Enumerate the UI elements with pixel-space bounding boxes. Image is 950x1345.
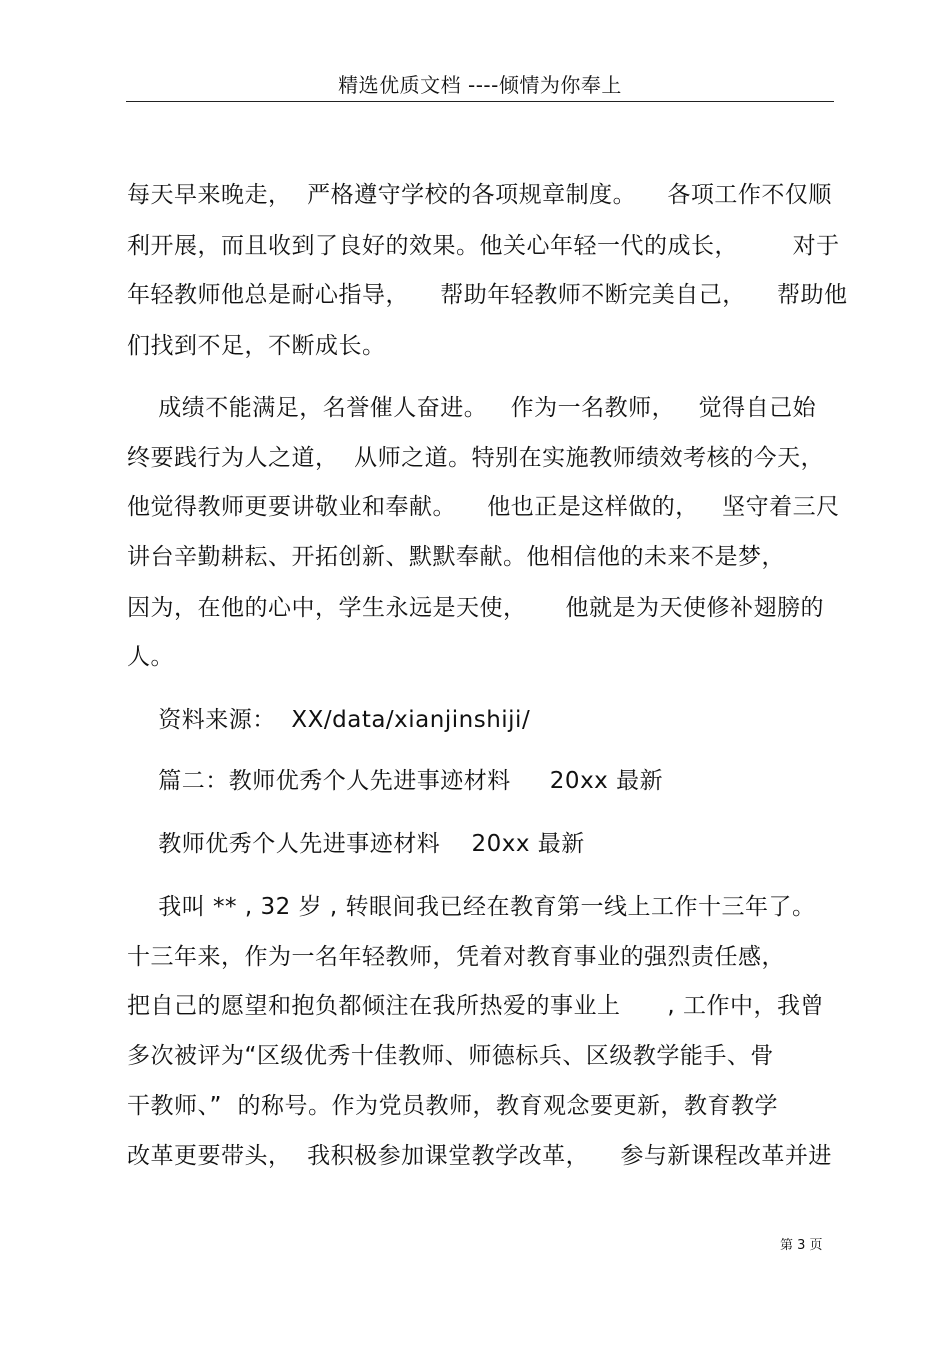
body-line: 讲台辛勤耕耘、开拓创新、默默奉献。他相信他的未来不是梦， (127, 544, 785, 570)
body-line: 多次被评为“区级优秀十佳教师、师德标兵、区级教学能手、骨 (127, 1043, 774, 1069)
page-number: 第 3 页 (780, 1238, 823, 1253)
body-line: 终要践行为人之道， 从师之道。特别在实施教师绩效考核的今天， (127, 445, 825, 471)
section-subtitle: 教师优秀个人先进事迹材料 20xx 最新 (127, 831, 585, 857)
body-line: 利开展，而且收到了良好的效果。他关心年轻一代的成长， 对于 (127, 233, 840, 259)
body-line: 十三年来，作为一名年轻教师，凭着对教育事业的强烈责任感， (127, 944, 785, 970)
body-line: 年轻教师他总是耐心指导， 帮助年轻教师不断完美自己， 帮助他 (127, 282, 848, 308)
body-line: 每天早来晚走， 严格遵守学校的各项规章制度。 各项工作不仅顺 (127, 182, 832, 208)
body-line: 干教师、” 的称号。作为党员教师，教育观念要更新，教育教学 (127, 1093, 779, 1119)
body-line: 我叫 ** , 32 岁 , 转眼间我已经在教育第一线上工作十三年了。 (127, 894, 816, 920)
body-line: 们找到不足，不断成长。 (127, 333, 386, 359)
body-line: 把自己的愿望和抱负都倾注在我所热爱的事业上 , 工作中，我曾 (127, 993, 824, 1019)
page-header: 精选优质文档 ----倾情为你奉上 (338, 73, 622, 97)
body-line: 因为，在他的心中，学生永远是天使， 他就是为天使修补翅膀的 (127, 595, 825, 621)
header-divider (126, 101, 834, 102)
body-line: 人。 (127, 644, 174, 670)
source-line: 资料来源： XX/data/xianjinshiji/ (127, 707, 531, 733)
body-line: 成绩不能满足，名誉催人奋进。 作为一名教师， 觉得自己始 (127, 395, 817, 421)
section-title: 篇二：教师优秀个人先进事迹材料 20xx 最新 (127, 768, 664, 794)
body-line: 他觉得教师更要讲敬业和奉献。 他也正是这样做的， 坚守着三尺 (127, 494, 840, 520)
body-line: 改革更要带头， 我积极参加课堂教学改革， 参与新课程改革并进 (127, 1143, 832, 1169)
